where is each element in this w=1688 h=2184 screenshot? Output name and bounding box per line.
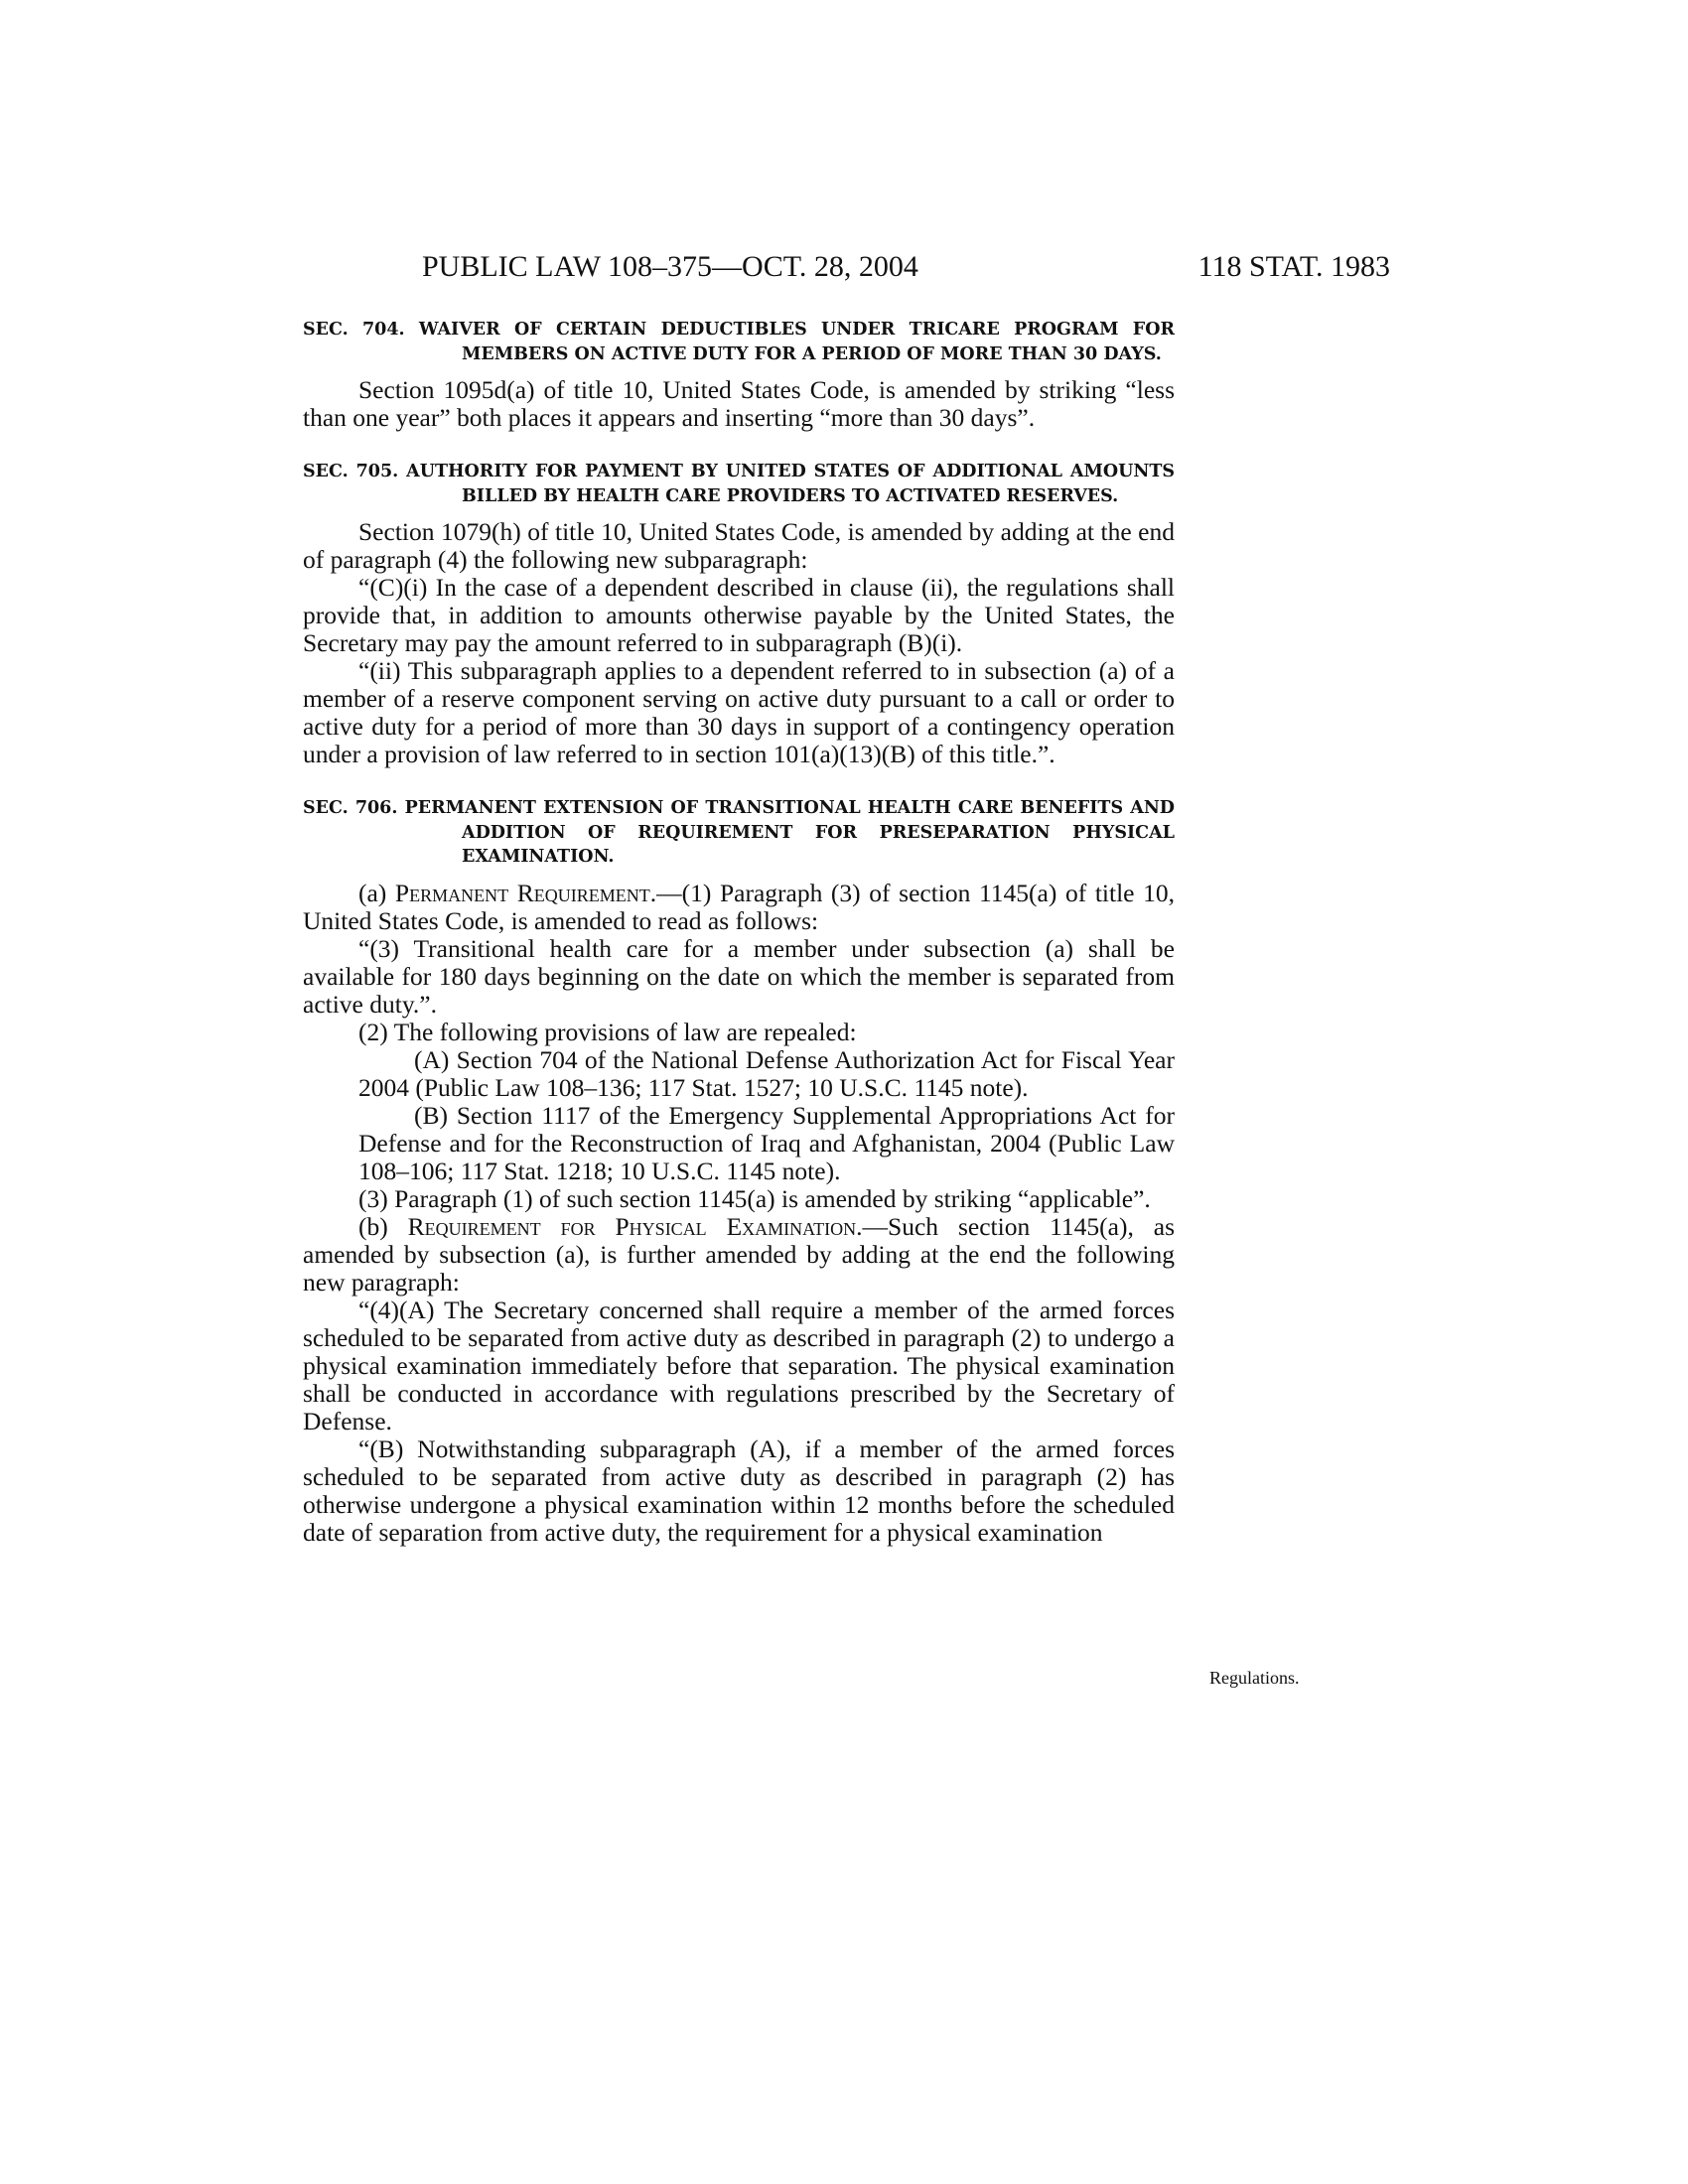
section-705-text: Section 1079(h) of title 10, United States Code, is amended by adding at the end of paragraph (4) the following new subparagraph: — [303, 517, 1175, 574]
subsection-a-paragraph-2: (2) The following provisions of law are repealed: — [358, 1017, 857, 1046]
section-705-clause-c-i: “(C)(i) In the case of a dependent described in clause (ii), the regulations shall provide that, in addition to amounts otherwise payable by the United States, the Secretary may pay the amount referred to in subparagraph (B)(i). — [303, 573, 1175, 657]
public-law-citation: PUBLIC LAW 108–375—OCT. 28, 2004 — [422, 250, 918, 283]
subsection-b-paragraph-4-b: “(B) Notwithstanding subparagraph (A), if a member of the armed forces scheduled to be separated from active duty as described in paragraph (2) has otherwise undergone a physical examination within 12 months before the scheduled date of separation from active duty, the requirement for a physical examination — [303, 1433, 1175, 1547]
margin-note-regulations: Regulations. — [1209, 1668, 1300, 1688]
subsection-a-label: (a) — [358, 878, 395, 907]
running-head — [0, 250, 1688, 290]
subsection-a-text: .—(1) Paragraph (3) of section 1145(a) of title 10, United States Code, is amended to read as follows: — [303, 878, 1175, 935]
section-706-heading: SEC. 706. PERMANENT EXTENSION OF TRANSITIONAL HEALTH CARE BENEFITS AND ADDITION OF REQUIREMENT FOR PRESEPARATION PHYSICAL EXAMINATION. — [303, 798, 1175, 867]
section-706-subsection-a — [303, 880, 1175, 935]
section-704-text: Section 1095d(a) of title 10, United States Code, is amended by striking “less than one year” both places it appears and inserting “more than 30 days”. — [303, 375, 1175, 432]
subsection-a-paragraph-2-a: (A) Section 704 of the National Defense Authorization Act for Fiscal Year 2004 (Public Law 108–136; 117 Stat. 1527; 10 U.S.C. 1145 note). — [358, 1044, 1175, 1102]
section-704-heading: SEC. 704. WAIVER OF CERTAIN DEDUCTIBLES UNDER TRICARE PROGRAM FOR MEMBERS ON ACTIVE DUTY FOR A PERIOD OF MORE THAN 30 DAYS. — [303, 320, 1175, 364]
subsection-b-text: .—Such section 1145(a), as amended by subsection (a), is further amended by adding at the end the following new paragraph: — [303, 1211, 1176, 1297]
statute-page-number: 118 STAT. 1983 — [1197, 250, 1390, 283]
subsection-b-caption: Requirement for Physical Examination — [407, 1211, 857, 1241]
section-706-subsection-b — [303, 1213, 1175, 1297]
subsection-a-quoted-paragraph: “(3) Transitional health care for a member under subsection (a) shall be available for 180 days beginning on the date on which the member is separated from active duty.”. — [303, 933, 1175, 1019]
subsection-a-paragraph-3: (3) Paragraph (1) of such section 1145(a) is amended by striking “applicable”. — [358, 1183, 1151, 1213]
subsection-b-paragraph-4-a: “(4)(A) The Secretary concerned shall require a member of the armed forces scheduled to be separated from active duty as described in paragraph (2) to undergo a physical examination immediately before that separation. The physical examination shall be conducted in accordance with regulations prescribed by the Secretary of Defense. — [303, 1295, 1175, 1435]
subsection-a-caption: Permanent Requirement — [394, 878, 650, 907]
subsection-b-label: (b) — [358, 1211, 408, 1241]
page-body — [303, 318, 1175, 1547]
section-705-clause-ii: “(ii) This subparagraph applies to a dependent referred to in subsection (a) of a member of a reserve component serving on active duty pursuant to a call or order to active duty for a period of more than 30 days in support of a contingency operation under a provision of law referred to in section 101(a)(13)(B) of this title.”. — [303, 656, 1175, 768]
section-705-heading: SEC. 705. AUTHORITY FOR PAYMENT BY UNITED STATES OF ADDITIONAL AMOUNTS BILLED BY HEALTH CARE PROVIDERS TO ACTIVATED RESERVES. — [303, 462, 1175, 506]
subsection-a-paragraph-2-b: (B) Section 1117 of the Emergency Supplemental Appropriations Act for Defense and for the Reconstruction of Iraq and Afghanistan, 2004 (Public Law 108–106; 117 Stat. 1218; 10 U.S.C. 1145 note). — [358, 1100, 1175, 1185]
